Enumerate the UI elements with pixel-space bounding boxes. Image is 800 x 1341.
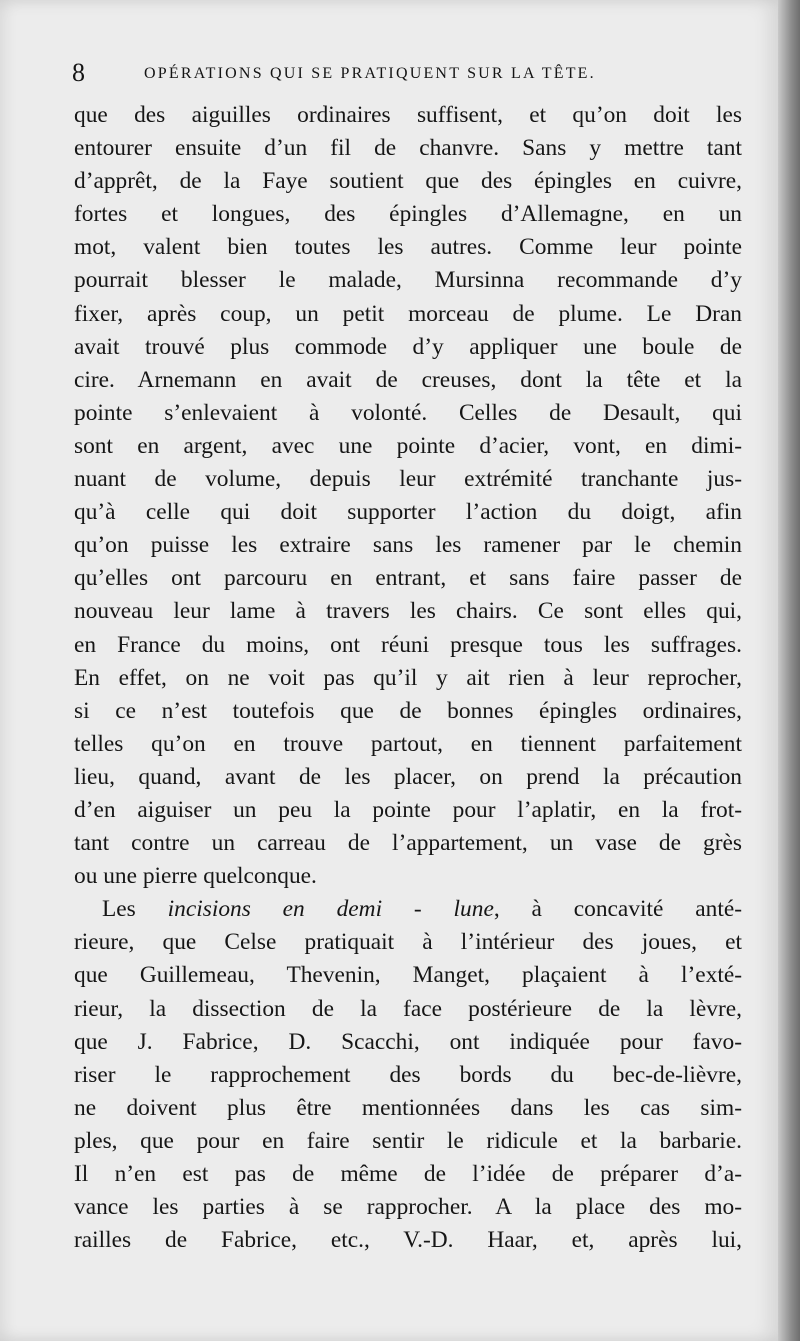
page-header — [72, 56, 742, 90]
text-line: ples, que pour en faire sentir le ridicule et la barbarie. — [74, 1127, 742, 1154]
text-line: sont en argent, avec une pointe d’acier, vont, en dimi- — [74, 432, 742, 459]
text-line: railles de Fabrice, etc., V.-D. Haar, et, après lui, — [74, 1227, 742, 1254]
text-line: pourrait blesser le malade, Mursinna recommande d’y — [74, 267, 742, 294]
text-line: fortes et longues, des épingles d’Allemagne, en un — [74, 201, 742, 228]
text-line: si ce n’est toutefois que de bonnes épingles ordinaires, — [74, 697, 742, 724]
text-line: que des aiguilles ordinaires suffisent, et qu’on doit les — [74, 102, 742, 128]
text-fragment: Les — [102, 896, 136, 923]
text-line: nuant de volume, depuis leur extrémité tranchante jus- — [74, 466, 742, 493]
text-line: tant contre un carreau de l’appartement, un vase de grès — [74, 830, 742, 857]
text-line: riser le rapprochement des bords du bec-de-lièvre, — [74, 1061, 742, 1088]
text-line: nouveau leur lame à travers les chairs. Ce sont elles qui, — [74, 598, 742, 625]
body-text — [74, 99, 742, 1257]
text-line: qu’on puisse les extraire sans les ramener par le chemin — [74, 532, 742, 559]
text-line: qu’à celle qui doit supporter l’action du doigt, afin — [74, 499, 742, 526]
page-edge-shadow — [778, 0, 800, 1341]
text-line: mot, valent bien toutes les autres. Comme leur pointe — [74, 234, 742, 261]
running-head: OPÉRATIONS QUI SE PRATIQUENT SUR LA TÊTE. — [144, 65, 596, 82]
text-line: telles qu’on en trouve partout, en tiennent parfaitement — [74, 730, 742, 757]
text-line: d’en aiguiser un peu la pointe pour l’aplatir, en la frot- — [74, 796, 742, 823]
text-line: fixer, après coup, un petit morceau de plume. Le Dran — [74, 300, 742, 327]
text-line: lieu, quand, avant de les placer, on prend la précaution — [74, 763, 742, 790]
text-line: ou une pierre quelconque. — [74, 863, 317, 890]
text-line: rieur, la dissection de la face postérieure de la lèvre, — [74, 995, 742, 1022]
text-line: qu’elles ont parcouru en entrant, et sans faire passer de — [74, 565, 742, 592]
text-line: vance les parties à se rapprocher. A la place des mo- — [74, 1194, 742, 1221]
text-fragment: , à concavité anté- — [493, 896, 742, 923]
text-line: ne doivent plus être mentionnées dans les cas sim- — [74, 1094, 742, 1121]
text-line: rieure, que Celse pratiquait à l’intérieur des joues, et — [74, 929, 742, 956]
text-line: cire. Arnemann en avait de creuses, dont la tête et la — [74, 366, 742, 393]
text-line: En effet, on ne voit pas qu’il y ait rien à leur reprocher, — [74, 664, 742, 691]
paragraph-first-line — [74, 893, 742, 926]
italic-phrase: incisions en demi - lune — [167, 896, 494, 923]
text-line: pointe s’enlevaient à volonté. Celles de Desault, qui — [74, 399, 742, 426]
text-line: entourer ensuite d’un fil de chanvre. Sans y mettre tant — [74, 135, 742, 162]
text-line: d’apprêt, de la Faye soutient que des épingles en cuivre, — [74, 168, 742, 195]
text-line: que Guillemeau, Thevenin, Manget, plaçaient à l’exté- — [74, 962, 742, 989]
text-line: en France du moins, ont réuni presque tous les suffrages. — [74, 631, 742, 658]
text-line: que J. Fabrice, D. Scacchi, ont indiquée pour favo- — [74, 1028, 742, 1055]
text-line: avait trouvé plus commode d’y appliquer une boule de — [74, 333, 742, 360]
page-number: 8 — [72, 58, 85, 87]
text-line: Il n’en est pas de même de l’idée de préparer d’a- — [74, 1161, 742, 1187]
